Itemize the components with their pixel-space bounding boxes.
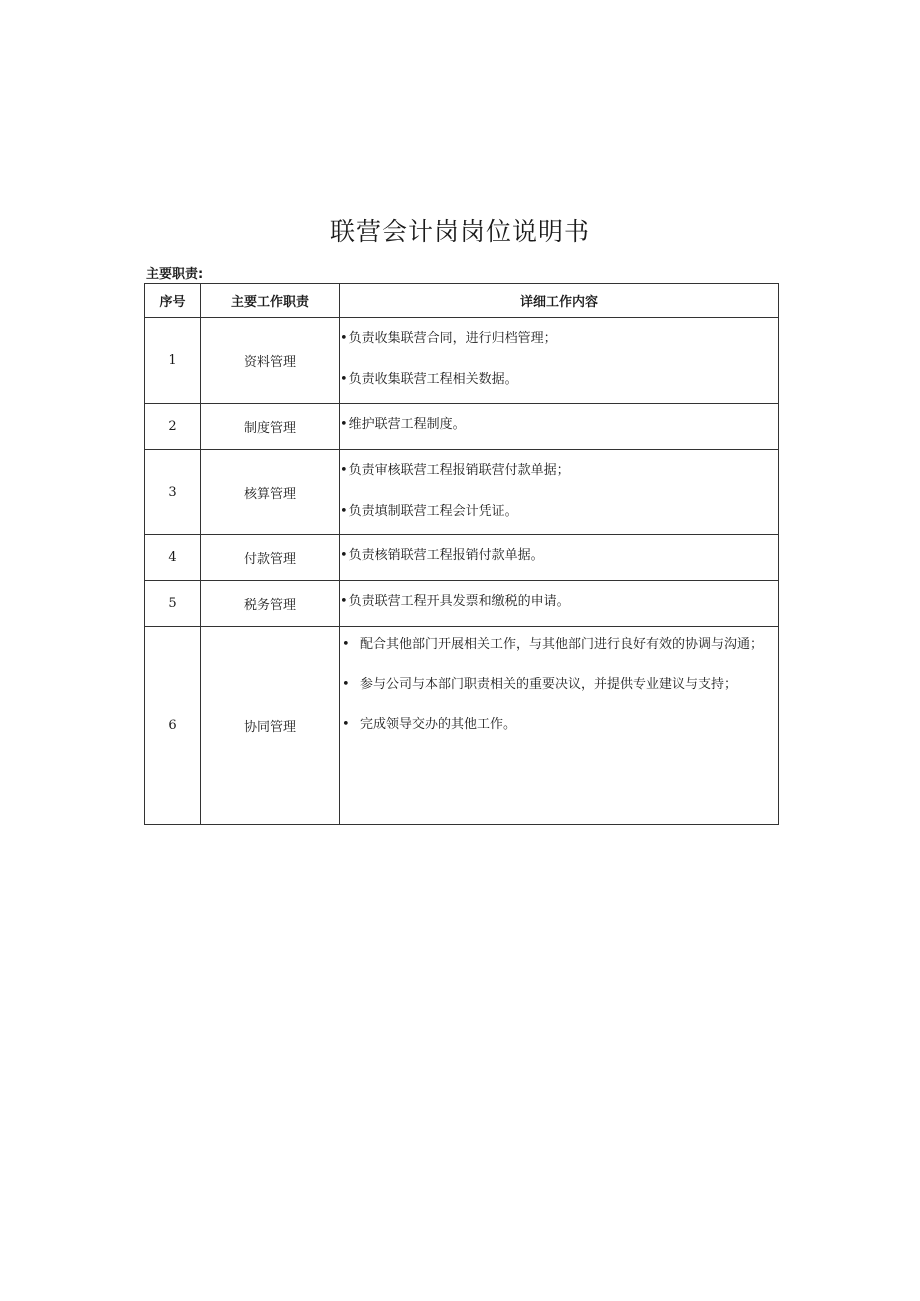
row-duty: 资料管理	[201, 318, 340, 404]
detail-text: 配合其他部门开展相关工作，与其他部门进行良好有效的协调与沟通；	[360, 637, 764, 652]
row-detail	[340, 318, 779, 404]
row-detail	[340, 627, 779, 825]
bullet-icon: •	[340, 548, 348, 563]
detail-text: 完成领导交办的其他工作。	[360, 717, 517, 732]
row-duty: 核算管理	[201, 450, 340, 535]
bullet-icon: •	[340, 417, 348, 432]
table-row	[145, 627, 779, 825]
row-detail	[340, 535, 779, 581]
detail-text: 维护联营工程制度。	[348, 417, 466, 432]
row-duty: 付款管理	[201, 535, 340, 581]
bullet-icon: •	[342, 677, 350, 692]
detail-item	[340, 627, 778, 662]
detail-text: 负责联营工程开具发票和缴税的申请。	[348, 594, 570, 609]
table-header-row	[145, 284, 779, 318]
detail-item	[340, 461, 778, 481]
bullet-icon: •	[340, 463, 348, 478]
section-label: 主要职责:	[146, 267, 204, 282]
table-row	[145, 535, 779, 581]
header-duty: 主要工作职责	[201, 284, 340, 318]
row-number: 5	[145, 581, 201, 627]
header-no: 序号	[145, 284, 201, 318]
detail-item	[340, 667, 778, 702]
row-number: 3	[145, 450, 201, 535]
bullet-icon: •	[342, 717, 350, 732]
detail-text: 负责核销联营工程报销付款单据。	[348, 548, 544, 563]
bullet-icon: •	[340, 594, 348, 609]
detail-text: 负责收集联营工程相关数据。	[348, 372, 518, 387]
row-number: 2	[145, 404, 201, 450]
detail-text: 参与公司与本部门职责相关的重要决议，并提供专业建议与支持；	[360, 677, 738, 692]
row-detail	[340, 404, 779, 450]
row-number: 1	[145, 318, 201, 404]
bullet-icon: •	[340, 331, 348, 346]
table-row	[145, 581, 779, 627]
detail-text: 负责填制联营工程会计凭证。	[348, 504, 518, 519]
detail-item	[340, 546, 778, 566]
detail-text: 负责收集联营合同，进行归档管理；	[348, 331, 557, 346]
detail-item	[340, 329, 778, 349]
row-number: 4	[145, 535, 201, 581]
row-number: 6	[145, 627, 201, 825]
detail-item	[340, 415, 778, 435]
detail-item	[340, 370, 778, 390]
table-row	[145, 318, 779, 404]
bullet-icon: •	[340, 372, 348, 387]
row-duty: 税务管理	[201, 581, 340, 627]
row-detail	[340, 581, 779, 627]
row-detail	[340, 450, 779, 535]
table-row	[145, 404, 779, 450]
header-detail: 详细工作内容	[340, 284, 779, 318]
row-duty: 制度管理	[201, 404, 340, 450]
detail-item	[340, 502, 778, 522]
row-duty: 协同管理	[201, 627, 340, 825]
detail-text: 负责审核联营工程报销联营付款单据；	[348, 463, 570, 478]
bullet-icon: •	[340, 504, 348, 519]
table-row	[145, 450, 779, 535]
detail-item	[340, 592, 778, 612]
detail-item	[340, 707, 778, 742]
document-title: 联营会计岗岗位说明书	[329, 217, 590, 246]
bullet-icon: •	[342, 637, 350, 652]
duties-table	[144, 283, 779, 825]
